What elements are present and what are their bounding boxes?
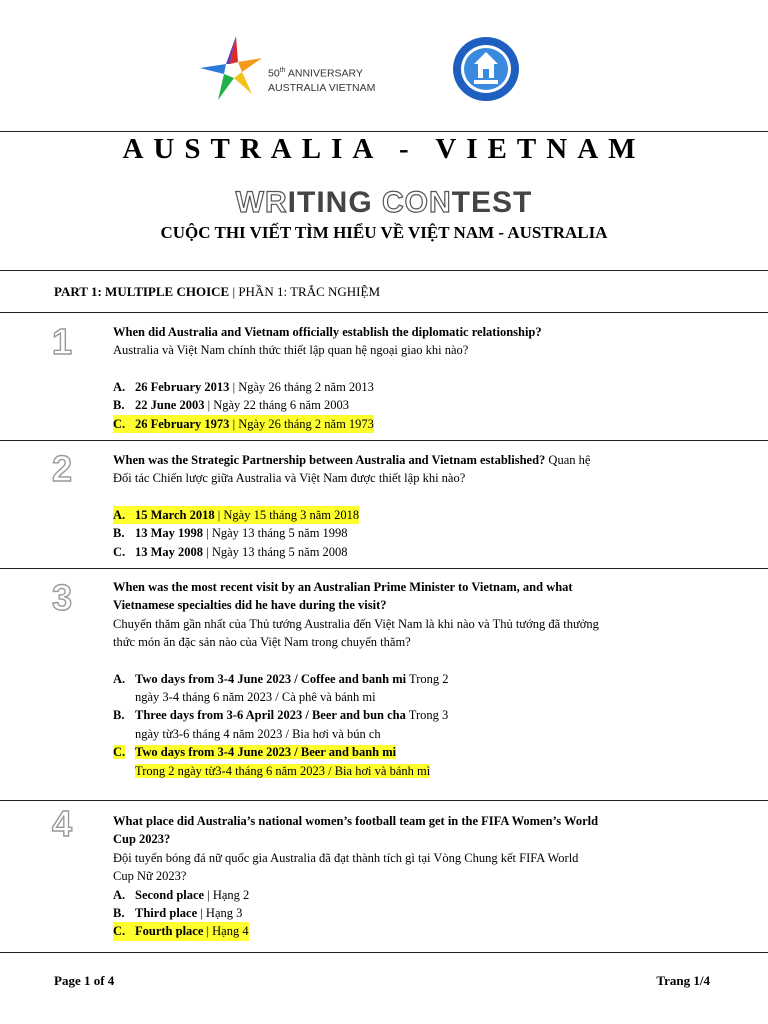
option-b: B. Third place | Hạng 3: [113, 906, 243, 921]
divider-part: [0, 270, 768, 271]
header-divider: [0, 131, 768, 132]
option-a: A. 26 February 2013 | Ngày 26 tháng 2 năm 2013: [113, 379, 374, 394]
option-c-answer: C. Fourth place | Hạng 4: [113, 922, 713, 940]
contest-wordmark: WRITING CONTEST: [235, 186, 533, 219]
question-3: When was the most recent visit by an Australian Prime Minister to Vietnam, and what Vietnamese specialties did he have during the visit? Chuyến thăm gần nhất của Thủ tướng Australia đến Việt Nam là khi nào và Thủ tướng đã thưởng thức món ăn đặc sản nào của Việt Nam trong chuyến thăm? A. Two days from 3-4 June 2023 / Coffee and banh mi Trong 2 ngày 3-4 tháng 6 năm 2023 / Cà phê và bánh mì B. Three days from 3-6 April 2023 / Beer and bun cha Trong 3 ngày từ3-6 tháng 4 năm 2023 / Bia hơi và bún ch C. Two days from 3-4 June 2023 / Beer and banh mi Trong 2 ngày từ3-4 tháng 6 năm 2023 / Bia hơi và bánh mì: [113, 578, 713, 780]
option-b: B. 22 June 2003 | Ngày 22 tháng 6 năm 2003: [113, 398, 349, 413]
option-c: C. 13 May 2008 | Ngày 13 tháng 5 năm 2008: [113, 544, 348, 559]
option-b: B. 13 May 1998 | Ngày 13 tháng 5 năm 1998: [113, 526, 348, 541]
anniversary-logo: 50th ANNIVERSARY AUSTRALIA VIETNAM: [196, 34, 376, 102]
part-heading: PART 1: MULTIPLE CHOICE | PHẦN 1: TRẮC NGHIỆM: [54, 284, 380, 299]
footer-divider: [0, 952, 768, 953]
question-1: When did Australia and Vietnam officially establish the diplomatic relationship? Australia và Việt Nam chính thức thiết lập quan hệ ngoại giao khi nào? A. 26 February 2013 | Ngày 26 tháng 2 năm 2013 B. 22 June 2003 | Ngày 22 tháng 6 năm 2003 C. 26 February 1973 | Ngày 26 tháng 2 năm 1973: [113, 323, 713, 433]
option-a: A. Second place | Hạng 2: [113, 887, 250, 902]
footer-page-en: Page 1 of 4: [54, 973, 115, 988]
star-logo-icon: [196, 34, 264, 102]
divider-q1: [0, 312, 768, 313]
option-a-answer: A. 15 March 2018 | Ngày 15 tháng 3 năm 2018: [113, 506, 713, 524]
page-title: AUSTRALIA - VIETNAM: [122, 133, 646, 165]
question-4: What place did Australia’s national women’s football team get in the FIFA Women’s World Cup 2023? Đội tuyển bóng đá nữ quốc gia Australia đã đạt thành tích gì tại Vòng Chung kết FIFA World Cup Nữ 2023? A. Second place | Hạng 2 B. Third place | Hạng 3 C. Fourth place | Hạng 4: [113, 812, 713, 941]
option-b: B. Three days from 3-6 April 2023 / Beer and bun cha Trong 3 ngày từ3-6 tháng 4 năm 2023 / Bia hơi và bún ch: [113, 708, 449, 741]
divider-q4: [0, 800, 768, 801]
question-2: When was the Strategic Partnership between Australia and Vietnam established? Quan hệ Đối tác Chiến lược giữa Australia và Việt Nam được thiết lập khi nào? A. 15 March 2018 | Ngày 15 tháng 3 năm 2018 B. 13 May 1998 | Ngày 13 tháng 5 năm 1998 C. 13 May 2008 | Ngày 13 tháng 5 năm 2008: [113, 451, 713, 561]
hanoi-seal-icon: [452, 36, 520, 102]
option-c-answer: C. Two days from 3-4 June 2023 / Beer and banh mi Trong 2 ngày từ3-4 tháng 6 năm 2023 / Bia hơi và bánh mì: [113, 745, 431, 778]
question-number-3: 3: [52, 577, 73, 618]
footer-page-vi: Trang 1/4: [656, 973, 710, 988]
option-c-answer: C. 26 February 1973 | Ngày 26 tháng 2 năm 1973: [113, 415, 713, 433]
option-a: A. Two days from 3-4 June 2023 / Coffee and banh mi Trong 2 ngày 3-4 tháng 6 năm 2023 / Cà phê và bánh mì: [113, 671, 449, 705]
question-number-1: 1: [52, 321, 73, 362]
page-subtitle: CUỘC THI VIẾT TÌM HIỂU VỀ VIỆT NAM - AUSTRALIA: [160, 223, 608, 242]
divider-q2: [0, 440, 768, 441]
question-number-4: 4: [52, 803, 73, 844]
question-number-2: 2: [52, 448, 73, 489]
divider-q3: [0, 568, 768, 569]
